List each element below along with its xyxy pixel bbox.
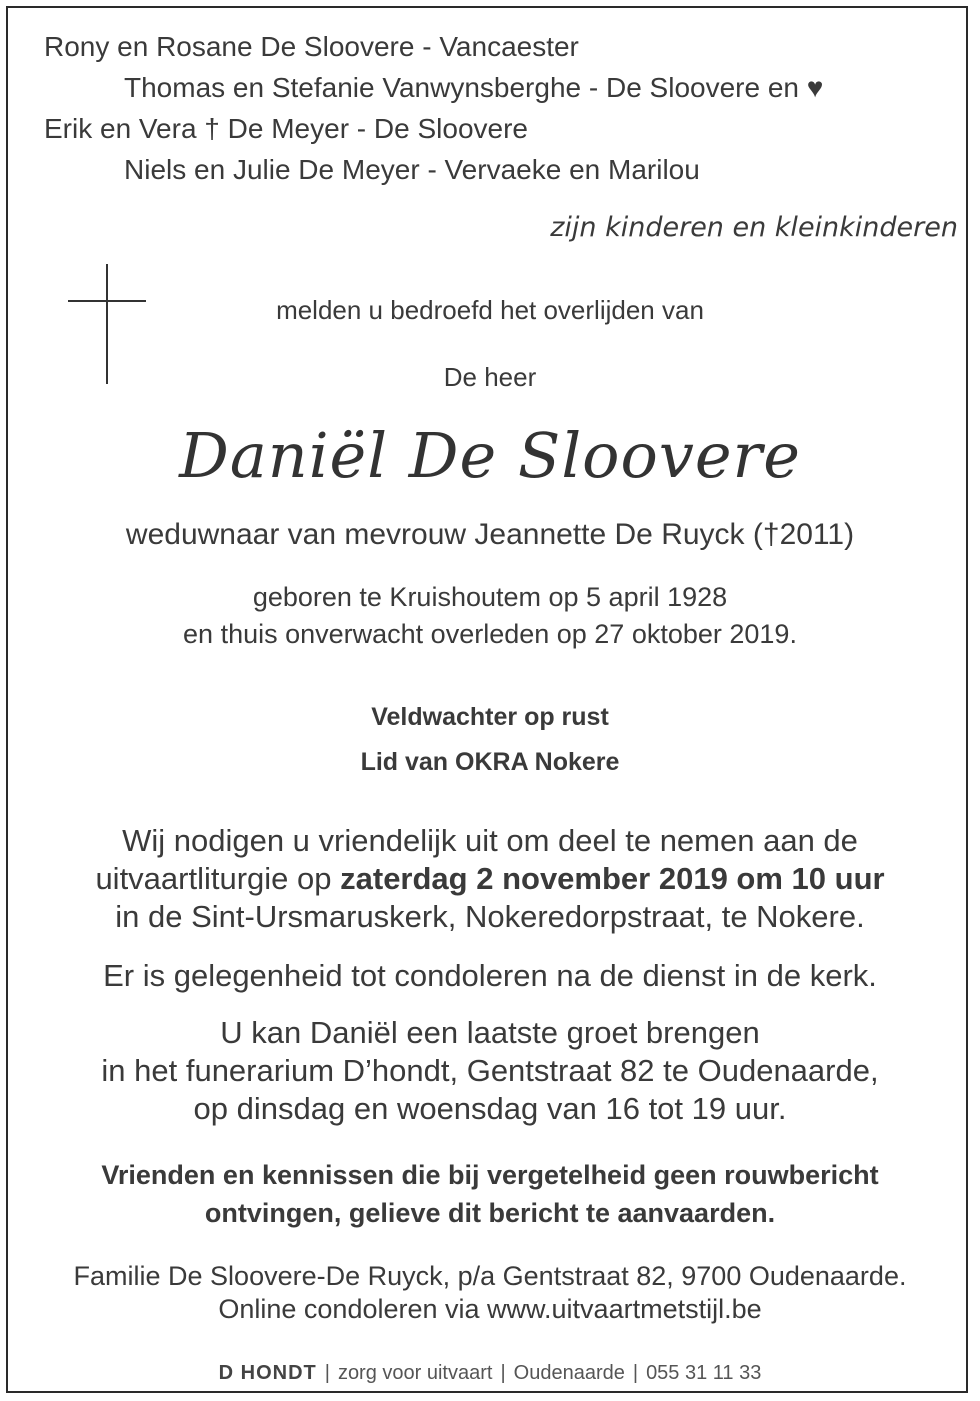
intro-text: melden u bedroefd het overlijden van [276, 295, 704, 325]
title-line-1: Veldwachter op rust [371, 703, 609, 731]
family-relation: zijn kinderen en kleinkinderen [550, 212, 958, 243]
honorific: De heer [443, 362, 537, 392]
online-condolence: Online condoleren via www.uitvaartmetstijl.be [218, 1294, 762, 1324]
notice-line-1: Vrienden en kennissen die bij vergetelheid geen rouwbericht [101, 1160, 879, 1190]
deceased-name: Daniël De Sloovere [179, 419, 801, 492]
invitation-line-2-prefix: uitvaartliturgie op [95, 861, 341, 896]
family-line-1: Rony en Rosane De Sloovere - Vancaester [44, 31, 579, 62]
widower-line: weduwnaar van mevrouw Jeannette De Ruyck (†2011) [125, 518, 855, 551]
funeral-datetime: zaterdag 2 november 2019 om 10 uur [340, 861, 885, 896]
birth-line: geboren te Kruishoutem op 5 april 1928 [252, 582, 728, 612]
funerarium-line-3: op dinsdag en woensdag van 16 tot 19 uur. [193, 1091, 787, 1126]
title-line-2: Lid van OKRA Nokere [360, 748, 620, 776]
footer-separator: | [632, 1362, 639, 1384]
footer-phone: 055 31 11 33 [646, 1362, 762, 1384]
footer-city: Oudenaarde [513, 1362, 625, 1384]
family-line-4: Niels en Julie De Meyer - Vervaeke en Marilou [124, 154, 700, 185]
invitation-line-1: Wij nodigen u vriendelijk uit om deel te nemen aan de [122, 823, 858, 858]
funerarium-line-1: U kan Daniël een laatste groet brengen [220, 1015, 760, 1050]
family-line-3: Erik en Vera † De Meyer - De Sloovere [44, 113, 528, 144]
dhondt-logo: D HONDT [218, 1362, 317, 1384]
footer-separator: | [324, 1362, 330, 1384]
footer-tagline: zorg voor uitvaart [337, 1362, 493, 1384]
death-line: en thuis onverwacht overleden op 27 oktober 2019. [183, 619, 797, 649]
footer-separator: | [500, 1362, 506, 1384]
footer [0, 1356, 980, 1390]
family-address: Familie De Sloovere-De Ruyck, p/a Gentstraat 82, 9700 Oudenaarde. [73, 1261, 907, 1291]
invitation-line-2 [0, 862, 980, 896]
notice-line-2: ontvingen, gelieve dit bericht te aanvaarden. [204, 1198, 776, 1228]
family-line-2: Thomas en Stefanie Vanwynsberghe - De Sloovere en ♥ [124, 72, 824, 103]
invitation-line-3: in de Sint-Ursmaruskerk, Nokeredorpstraat, te Nokere. [115, 899, 865, 934]
funerarium-line-2: in het funerarium D’hondt, Gentstraat 82 te Oudenaarde, [101, 1053, 879, 1088]
condolence-line: Er is gelegenheid tot condoleren na de dienst in de kerk. [103, 958, 877, 993]
